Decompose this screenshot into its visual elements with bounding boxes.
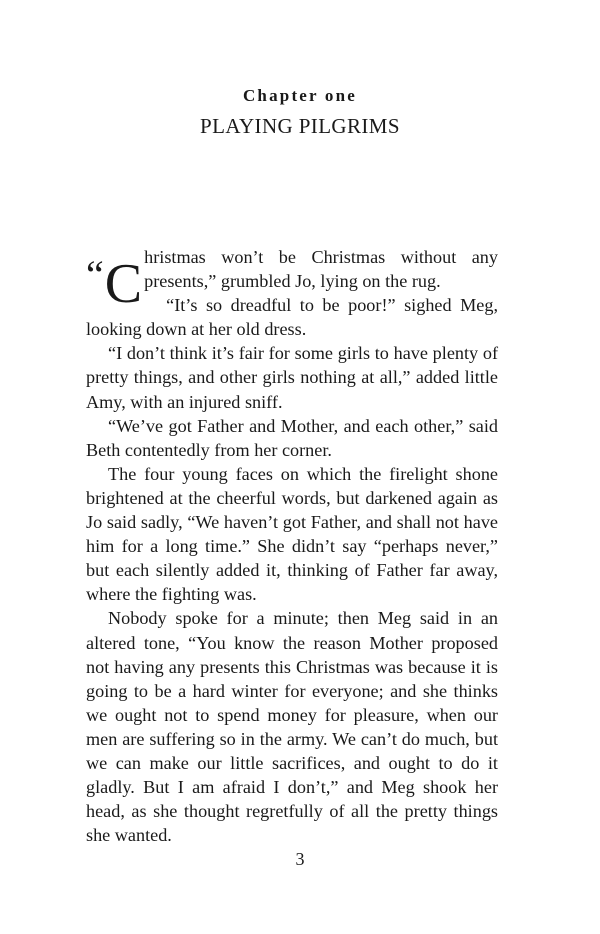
drop-cap xyxy=(86,251,143,315)
paragraph-text: hristmas won’t be Christmas without any presents,” grumbled Jo, lying on the rug. xyxy=(144,247,498,292)
drop-cap-letter: C xyxy=(104,253,143,315)
paragraph-3: “I don’t think it’s fair for some girls to have plenty of pretty things, and other girls nothing at all,” added little Amy, with an injured sniff. xyxy=(86,343,498,412)
drop-cap-quote: “ xyxy=(86,252,104,297)
paragraph-6: Nobody spoke for a minute; then Meg said in an altered tone, “You know the reason Mother proposed not having any presents this Christmas was because it is going to be a hard winter for everyone; and she thinks we ought not to spend money for pleasure, when our men are suffering so in the army. We can’t do much, but we can make our little sacrifices, and ought to do it gladly. But I am afraid I don’t,” and Meg shook her head, as she thought regretfully of all the pretty things she wanted. xyxy=(86,608,498,846)
paragraph-4: “We’ve got Father and Mother, and each other,” said Beth contentedly from her corner. xyxy=(86,415,498,460)
page-number: 3 xyxy=(295,849,305,869)
chapter-body xyxy=(86,245,498,847)
chapter-title: PLAYING PILGRIMS xyxy=(200,114,400,138)
paragraph-1 xyxy=(86,245,498,315)
paragraph-5: The four young faces on which the firelight shone brightened at the cheerful words, but darkened again as Jo said sadly, “We haven’t got Father, and shall not have him for a long time.” She didn’t say “perhaps never,” but each silently added it, thinking of Father far away, where the fighting was. xyxy=(86,463,498,605)
paragraph-2: “It’s so dreadful to be poor!” sighed Meg, looking down at her old dress. xyxy=(86,295,498,340)
chapter-label: Chapter one xyxy=(242,86,358,105)
